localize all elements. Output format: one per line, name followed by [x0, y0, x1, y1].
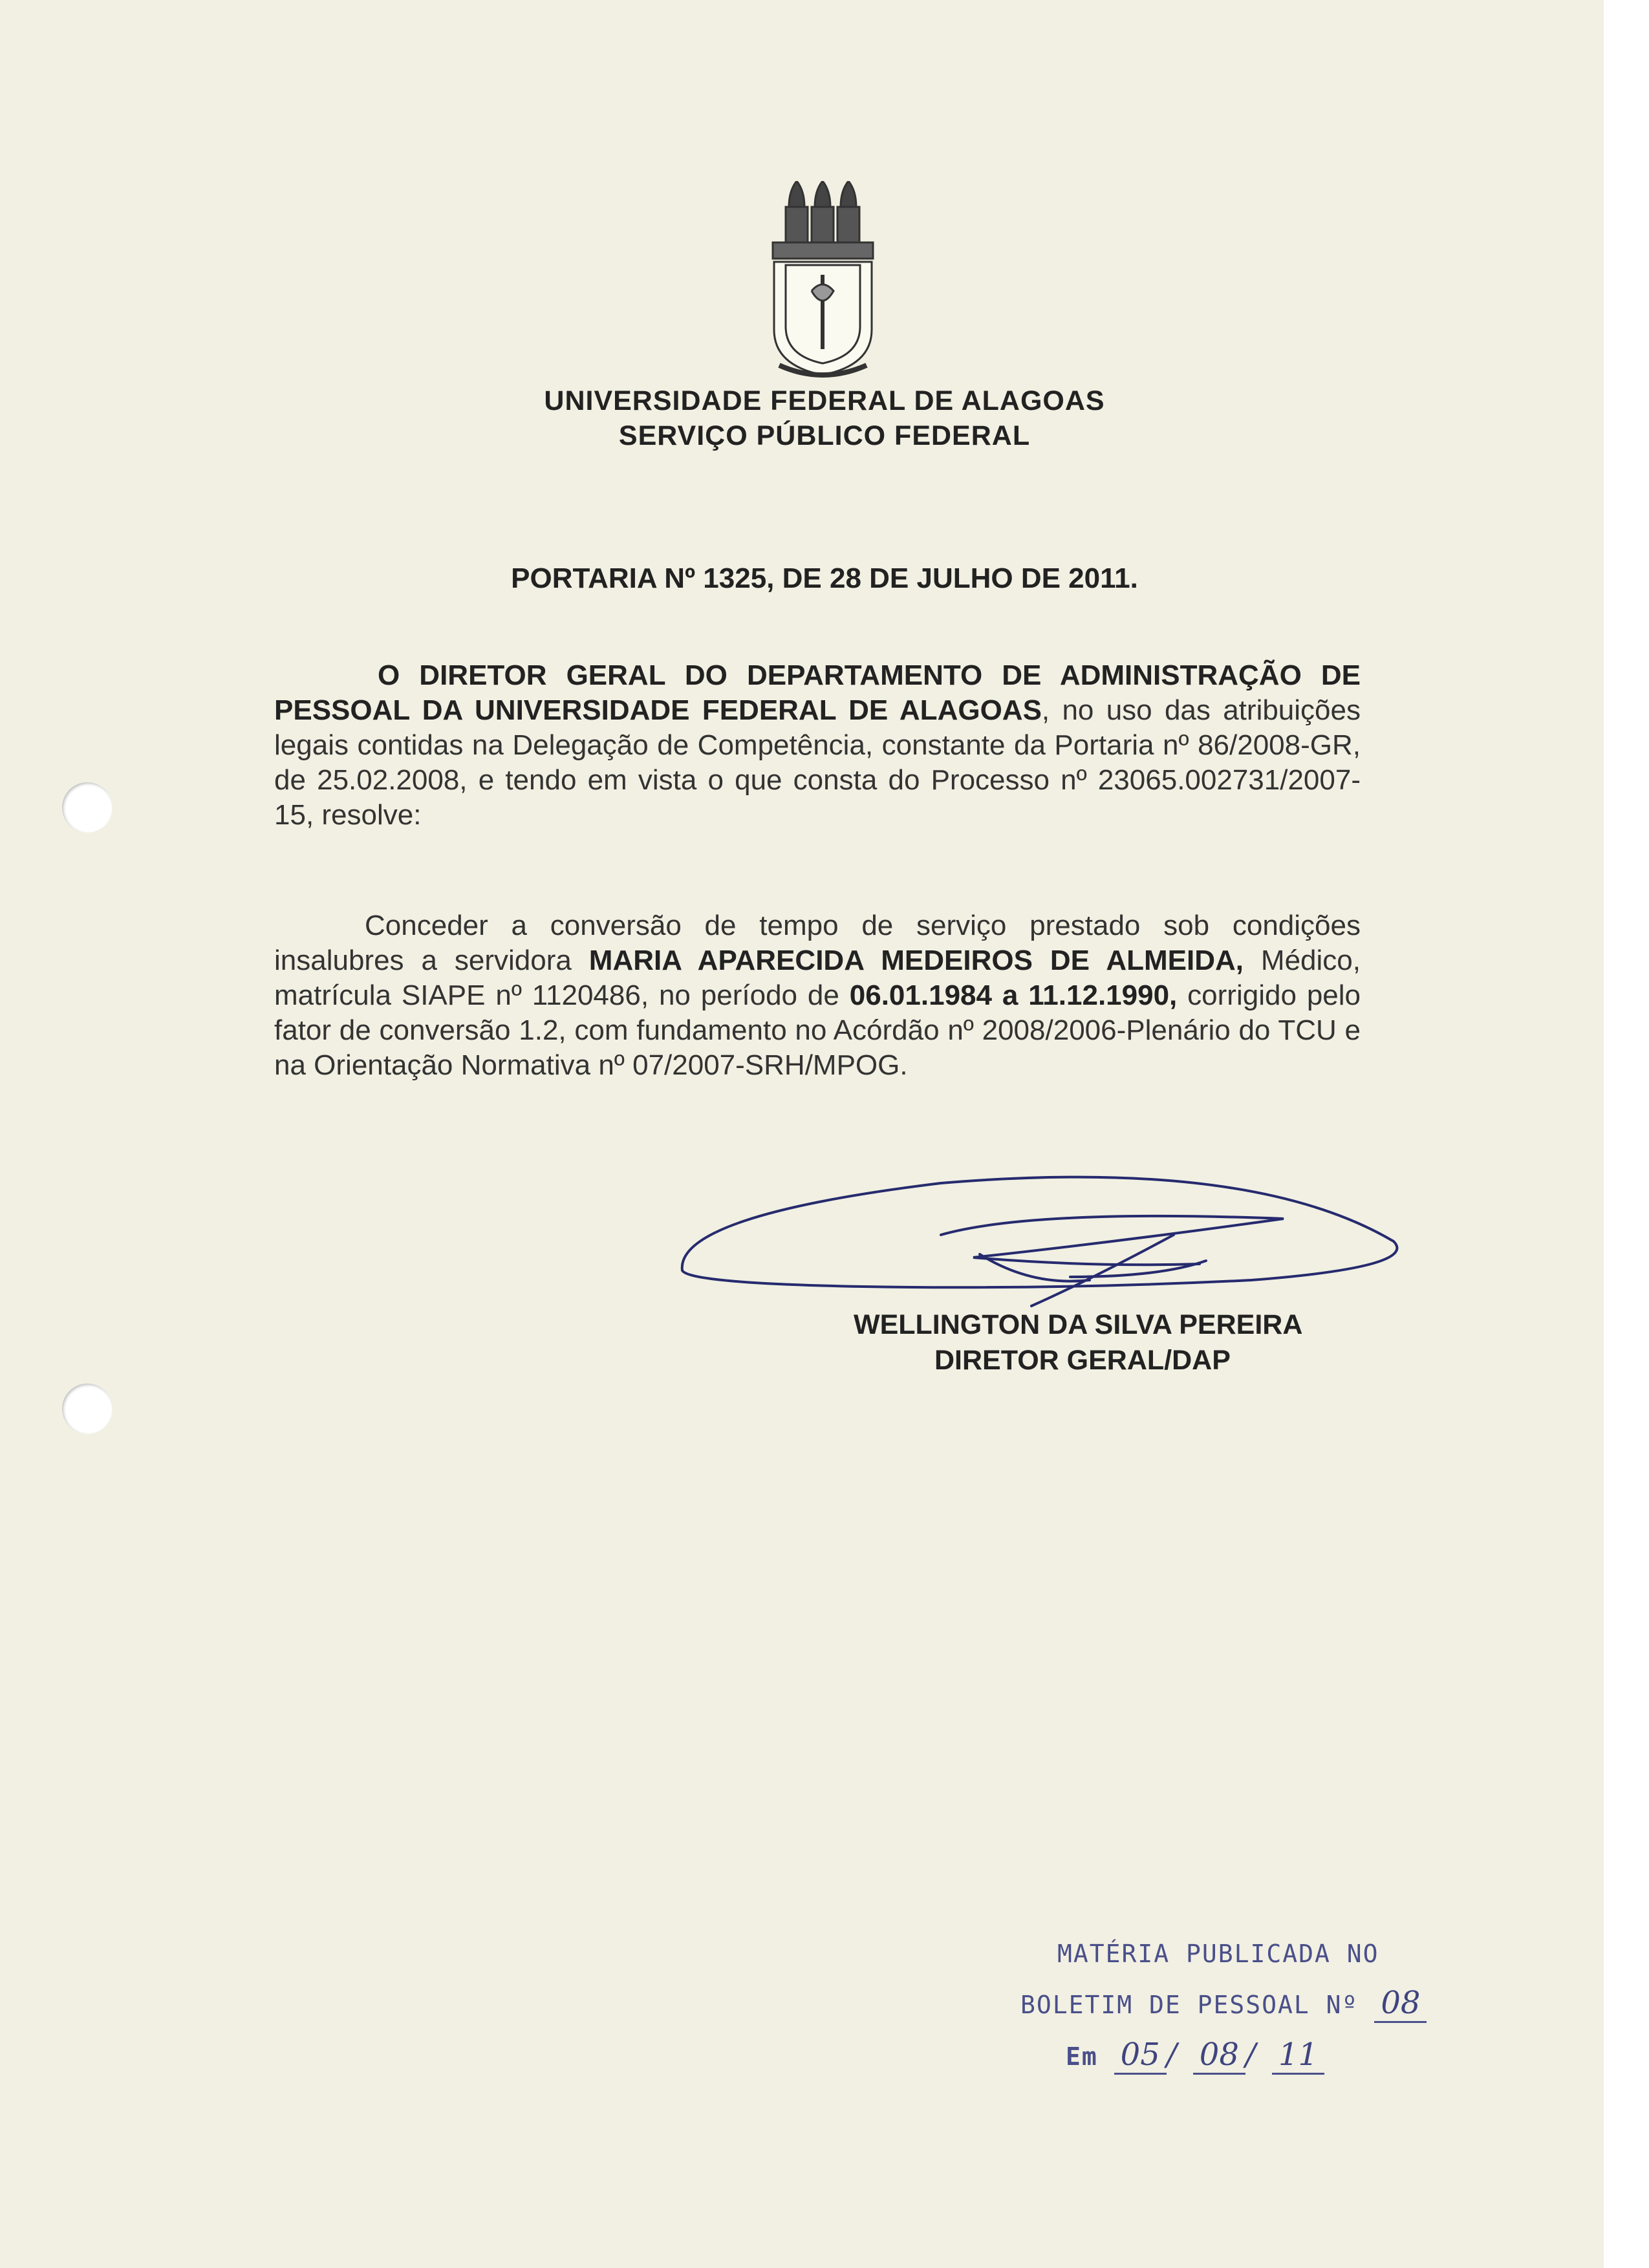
page-edge — [1604, 0, 1649, 2268]
date-start: 06.01.1984 — [849, 979, 992, 1011]
stamp-date-label: Em — [1066, 2042, 1098, 2071]
employee-name: MARIA APARECIDA MEDEIROS DE ALMEIDA, — [588, 945, 1244, 976]
binder-hole — [62, 1384, 113, 1434]
body-text-4: corrigido pelo fator de conversão 1.2, com fundamento no Acórdão nº 2008/2006-Plenário do TCU e na Orientação Normativa nº 07/2007-SRH/MPOG. — [274, 979, 1361, 1081]
body-paragraph — [274, 908, 1361, 1083]
university-crest-logo — [766, 181, 879, 381]
signatory-name: WELLINGTON DA SILVA PEREIRA — [854, 1309, 1303, 1340]
document-title: PORTARIA Nº 1325, DE 28 DE JULHO DE 2011. — [511, 562, 1138, 594]
stamp-day: 05 — [1114, 2037, 1167, 2075]
service-name: SERVIÇO PÚBLICO FEDERAL — [618, 420, 1031, 451]
date-connector: a — [991, 979, 1029, 1011]
binder-hole — [62, 782, 113, 833]
stamp-bulletin-label: BOLETIM DE PESSOAL Nº — [1020, 1991, 1359, 2019]
intro-text: , no uso das atribuições legais contidas na Delegação de Competência, constante da Portaria nº 86/2008-GR, de 25.02.2008, e tendo em vista o que consta do Processo nº 23065.002731/2007-15, resolve: — [274, 694, 1361, 831]
body-text-1: Conceder a conversão de tempo de serviço prestado sob condições insalubres a servidora — [274, 910, 1361, 976]
intro-bold-lead: O DIRETOR GERAL DO DEPARTAMENTO DE ADMINISTRAÇÃO DE PESSOAL DA UNIVERSIDADE FEDERAL DE ALAGOAS — [274, 659, 1361, 726]
intro-paragraph — [274, 658, 1361, 833]
stamp-bulletin-number: 08 — [1374, 1985, 1427, 2023]
date-end: 11.12.1990, — [1028, 979, 1178, 1011]
stamp-year: 11 — [1272, 2037, 1324, 2075]
signatory-role: DIRETOR GERAL/DAP — [934, 1345, 1231, 1376]
handwritten-signature — [669, 1170, 1413, 1332]
stamp-line-2 — [1020, 1985, 1427, 2023]
stamp-month: 08 — [1193, 2037, 1245, 2075]
body-text-2: Médico, matrícula SIAPE nº 1120486, no período de — [274, 945, 1361, 1011]
stamp-date: Em 05 / 08 / 11 — [1066, 2037, 1324, 2075]
stamp-line-1: MATÉRIA PUBLICADA NO — [1057, 1940, 1379, 1968]
institution-name: UNIVERSIDADE FEDERAL DE ALAGOAS — [544, 385, 1105, 416]
